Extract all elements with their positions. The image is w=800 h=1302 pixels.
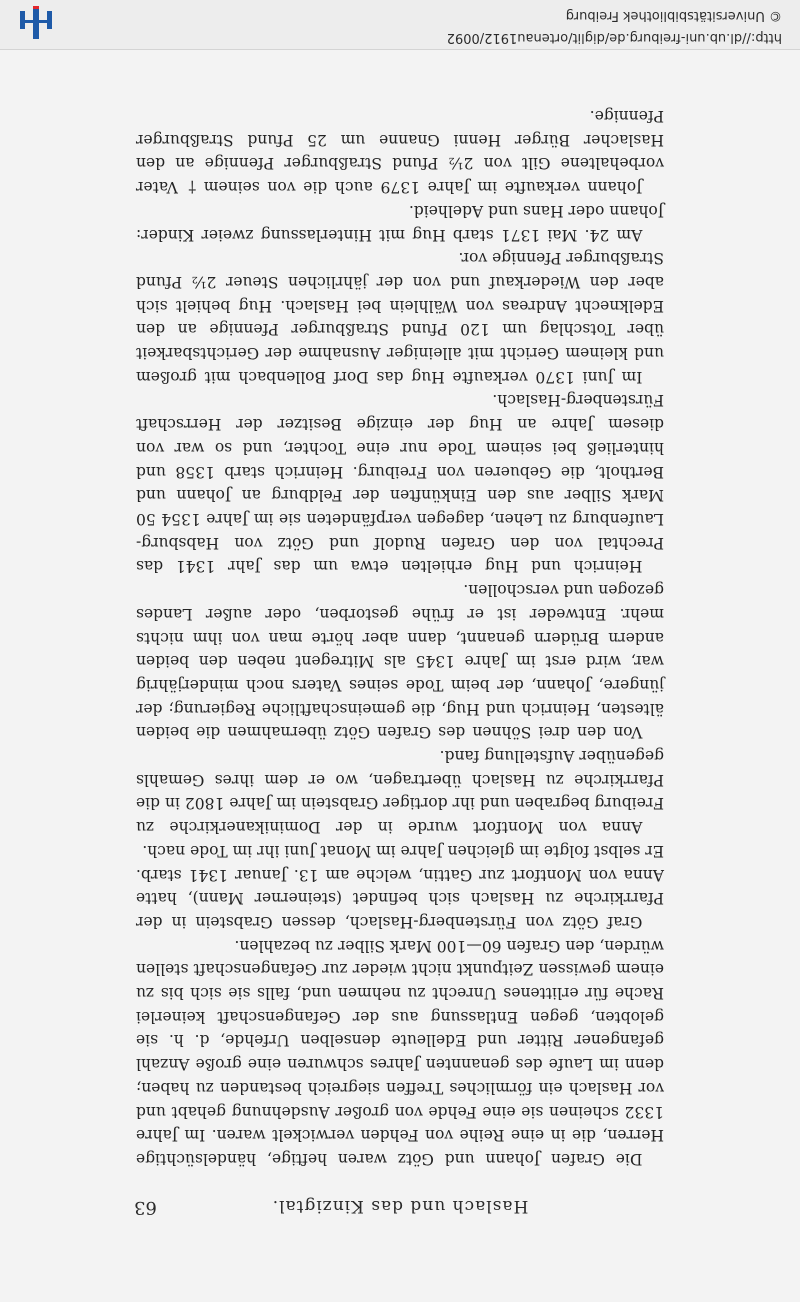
copyright-notice: © Universitätsbibliothek Freiburg [565,8,782,23]
footer-bar [0,0,800,50]
running-title: Haslach und das Kinzigtal. [271,1196,529,1216]
logo-accent [33,6,39,9]
scanned-page [0,50,800,1302]
logo-right-bar [20,11,25,29]
logo-center-bar [33,9,39,39]
body-text [136,103,664,1170]
page-number: 63 [134,1197,157,1218]
running-head [0,1190,800,1220]
ub-freiburg-logo-icon [16,5,56,43]
source-url-link[interactable]: http://dl.ub.uni-freiburg.de/diglit/ortenau1912/0092 [446,30,782,45]
logo-left-bar [47,11,52,29]
paragraph: Anna von Montfort wurde in der Dominikanerkirche zu Freiburg begraben und ihr dortiger Grabstein im Jahre 1802 in die Pfarrkirche zu Haslach übertragen, wo er dem ihres Gemahls gegenüber Aufstellung fand. [136,747,664,837]
paragraph: Heinrich und Hug erhielten etwa um das Jahr 1341 das Prechtal von den Grafen Rudolf und Götz von Habsburg-Laufenburg zu Lehen, dagegen verpfändeten sie im Jahre 1354 50 Mark Silber aus den Einkünften der Feldburg an Johann und Bertholt, die Gebueren von Freiburg. Heinrich starb 1358 und hinterließ bei seinem Tode nur eine Tochter, und so war von diesem Jahre an Hug der einzige Besitzer der Herrschaft Fürstenberg-Haslach. [136,391,664,576]
paragraph: Die Grafen Johann und Götz waren heftige, händelsüchtige Herren, die in eine Reihe von Fehden verwickelt waren. Im Jahre 1332 scheinen sie eine Fehde von großer Ausdehnung gehabt und vor Haslach ein förmliches Treffen siegreich bestanden zu haben; denn im Laufe des genannten Jahres schwuren eine große Anzahl gefangener Ritter und Edelleute denselben Urfehde, d. h. sie gelobten, gegen Entlassung aus der Gefangenschaft keinerlei Rache für erlittenes Unrecht zu nehmen und, falls sie sich bis zu einem gewissen Zeitpunkt nicht wieder zur Gefangenschaft stellen würden, den Grafen 60—100 Mark Silber zu bezahlen. [136,936,664,1168]
paragraph: Am 24. Mai 1371 starb Hug mit Hinterlassung zweier Kinder: Johann oder Hans und Adelheid. [136,201,664,244]
paragraph: Im Juni 1370 verkaufte Hug das Dorf Bollenbach mit großem und kleinem Gericht mit alleiniger Ausnahme der Gerichtsbarkeit über Totschlag um 120 Pfund Straßburger Pfennige an den Edelknecht Andreas von Wälhlein bei Haslach. Hug behielt sich aber den Wiederkauf und von der jährlichen Steuer 2½ Pfund Straßburger Pfennige vor. [136,249,664,386]
paragraph: Von den drei Söhnen des Grafen Götz übernahmen die beiden ältesten, Heinrich und Hug, die gemeinschaftliche Regierung; der jüngere, Johann, der beim Tode seines Vaters noch minderjährig war, wird erst im Jahre 1345 als Mitregent neben den beiden andern Brüdern genannt, dann aber hörte man von ihm nichts mehr. Entweder ist er frühe gestorben, oder außer Landes gezogen und verschollen. [136,581,664,742]
logo-crossbar [25,20,33,23]
paragraph: Graf Götz von Fürstenberg-Haslach, dessen Grabstein in der Pfarrkirche zu Haslach sich befindet (steinerner Mann), hatte Anna von Montfort zur Gattin, welche am 13. Januar 1341 starb. Er selbst folgte im gleichen Jahre im Monat Juni ihr im Tode nach. [136,841,664,931]
paragraph: Johann verkaufte im Jahre 1379 auch die von seinem † Vater vorbehaltene Gilt von 2½ Pfund Straßburger Pfennige an den Haslacher Bürger Henni Gnanne um 25 Pfund Straßburger Pfennige. [136,107,664,197]
logo-crossbar [39,20,47,23]
